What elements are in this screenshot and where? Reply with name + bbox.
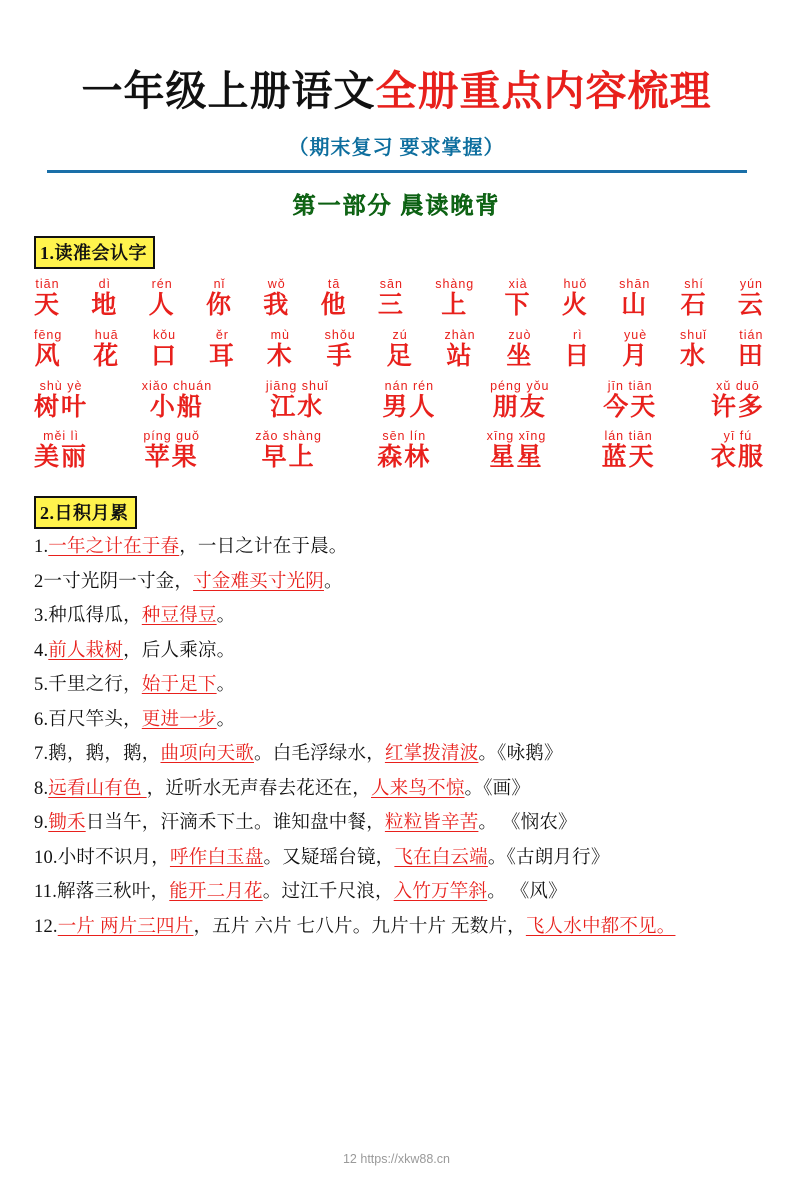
highlight-text: 始于足下 [141,675,217,696]
character-cell [619,277,650,321]
hanzi-label: 许多 [710,393,765,421]
pinyin-label: shān [619,277,651,291]
character-cell [711,379,765,423]
hanzi-label: 坐 [506,342,534,370]
list-item [34,880,771,906]
plain-text: 鹅，鹅，鹅， [48,744,161,765]
hanzi-label: 田 [737,342,765,370]
highlight-text: 远看山有色 [48,778,147,799]
pinyin-label: rén [151,277,173,291]
pinyin-label: xǔ duō [716,378,760,393]
character-cell [444,328,475,372]
section-title: 第一部分 晨读晚背 [292,193,501,218]
horizontal-divider [47,170,747,173]
character-cell [680,328,707,372]
highlight-text: 红掌拨清波 [384,744,479,765]
list-item-number: 10. [34,847,58,868]
plain-text: 。《咏鹅》 [478,744,563,765]
hanzi-label: 水 [679,342,707,370]
pinyin-label: shù yè [39,378,83,393]
plain-text: ，五片 六片 七八片。九片十片 无数片， [193,916,526,937]
highlight-text: 飞人水中都不见。 [525,916,676,937]
list-item-number: 2 [34,571,44,592]
hanzi-label: 男人 [382,393,437,421]
pinyin-label: fēng [34,327,63,342]
character-row [34,379,765,423]
hanzi-label: 木 [266,342,294,370]
plain-text: ，近听水无声春去花还在， [146,778,372,799]
plain-text: 百尺竿头， [48,709,142,730]
pinyin-label: yún [739,277,763,291]
pinyin-label: zuò [508,327,532,342]
character-cell [34,429,88,473]
plain-text: 。《古朗月行》 [487,847,610,868]
character-cell [738,328,765,372]
hanzi-label: 火 [561,292,589,319]
character-row [34,328,765,372]
pinyin-label: xīng xīng [486,429,547,444]
plain-text: 日当午，汗滴禾下土。谁知盘中餐， [85,813,385,834]
subtitle: （期末复习 要求掌握） [288,137,505,159]
pinyin-label: nǐ [213,277,226,291]
list-item [34,846,771,872]
page-footer: 12 https://xkw88.cn [342,1152,450,1166]
character-cell [206,277,233,321]
hanzi-label: 天 [34,292,62,319]
hanzi-label: 石 [680,292,708,319]
character-cell [564,328,591,372]
hanzi-label: 云 [737,292,765,319]
character-cell [435,277,474,321]
hanzi-label: 他 [320,292,348,319]
pinyin-label: shuǐ [680,327,707,342]
hanzi-label: 人 [148,292,176,319]
list-item-number: 11. [34,882,58,903]
hanzi-label: 口 [151,342,179,370]
highlight-text: 呼作白玉盘 [169,847,264,868]
hanzi-label: 小船 [149,393,204,421]
highlight-text: 寸金难买寸光阴 [193,571,324,592]
hanzi-label: 朋友 [492,393,547,421]
pinyin-label: lán tiān [604,429,653,444]
pinyin-label: xià [508,277,528,291]
plain-text: 解落三秋叶， [57,882,170,903]
list-item [34,777,771,803]
hanzi-label: 今天 [603,393,658,421]
list-item-number: 9. [34,813,49,834]
highlight-text: 更进一步 [141,709,217,730]
plain-text: ，一日之计在于晨。 [179,537,348,557]
list-item-number: 6. [34,709,49,730]
character-cell [321,277,348,321]
heading-daily-accumulation: 2.日积月累 [34,496,137,529]
highlight-text: 曲项向天歌 [160,744,254,765]
document-page [0,58,793,1180]
hanzi-label: 你 [205,292,233,319]
list-item [34,673,771,699]
pinyin-label: shí [684,277,704,291]
character-cell [602,429,656,473]
plain-text: 。 [323,571,343,592]
pinyin-label: xiǎo chuán [141,378,213,393]
hanzi-label: 树叶 [34,393,89,421]
pinyin-label: wǒ [267,277,286,291]
hanzi-label: 美丽 [34,444,89,472]
plain-text: 。 《悯农》 [478,813,577,834]
pinyin-label: ěr [215,327,229,342]
list-item-number: 3. [34,606,49,627]
pinyin-label: rì [572,327,583,342]
highlight-text: 锄禾 [48,813,86,834]
character-cell [34,379,88,423]
list-item [34,915,771,941]
hanzi-label: 江水 [270,393,325,421]
character-cell [34,277,61,321]
pinyin-label: yī fú [723,429,753,444]
highlight-text: 飞在白云端 [394,847,488,868]
character-cell [387,328,414,372]
highlight-text: 人来鸟不惊 [371,778,465,799]
list-item-number: 7. [34,744,49,765]
list-item [34,742,771,768]
hanzi-label: 衣服 [710,444,765,472]
character-cell [325,328,356,372]
plain-text: 小时不识月， [57,847,170,868]
character-cell [93,328,120,372]
hanzi-label: 苹果 [144,444,199,472]
pinyin-label: jiāng shuǐ [265,378,329,393]
pinyin-label: tián [739,327,764,342]
list-item-number: 8. [34,778,49,799]
character-cell [490,379,549,423]
list-item [34,535,771,561]
pinyin-label: huā [94,327,119,342]
character-cell [267,328,294,372]
plain-text: 。又疑瑶台镜， [263,847,395,868]
highlight-text: 入竹万竿斜 [393,882,488,903]
pinyin-label: kǒu [152,327,177,342]
character-cell [255,429,322,473]
hanzi-label: 早上 [261,444,316,472]
hanzi-label: 耳 [208,342,236,370]
hanzi-label: 花 [93,342,121,370]
pinyin-label: měi lì [43,429,79,444]
plain-text: 。白毛浮绿水， [254,744,385,765]
plain-text: 一寸光阴一寸金， [43,571,194,592]
character-cell [562,277,589,321]
hanzi-label: 手 [326,342,354,370]
hanzi-label: 站 [446,342,474,370]
hanzi-label: 山 [621,292,649,319]
pinyin-label: nán rén [384,378,435,393]
pinyin-label: shǒu [324,327,356,342]
pinyin-label: zhàn [444,327,476,342]
character-cell [377,429,431,473]
hanzi-label: 星星 [489,444,544,472]
character-cell [622,328,649,372]
character-cell [151,328,178,372]
highlight-text: 前人栽树 [48,640,124,661]
hanzi-label: 下 [504,292,532,319]
plain-text: 千里之行， [48,675,142,696]
plain-text: ，后人乘凉。 [123,640,236,661]
pinyin-label: jīn tiān [607,378,653,393]
plain-text: 种瓜得瓜， [48,606,142,627]
character-cell [263,277,290,321]
pinyin-label: huǒ [563,277,588,291]
pinyin-label: mù [270,327,290,342]
pinyin-label: péng yǒu [490,378,550,393]
hanzi-label: 风 [34,342,62,370]
pinyin-label: píng guǒ [143,429,200,444]
hanzi-label: 上 [441,292,469,319]
list-item [34,570,771,596]
proverb-list [0,535,793,940]
highlight-text: 能开二月花 [169,882,263,903]
character-cell [266,379,329,423]
highlight-text: 种豆得豆 [141,606,217,627]
pinyin-label: tiān [35,277,60,291]
page-title [0,58,793,117]
character-cell [506,328,533,372]
character-cell [149,277,176,321]
character-row [34,429,765,473]
plain-text: 。《画》 [464,778,531,799]
character-cell [711,429,765,473]
character-cell [603,379,657,423]
list-item-number: 5. [34,675,49,696]
pinyin-label: sēn lín [382,429,427,444]
pinyin-label: dì [98,277,112,291]
character-cell [505,277,532,321]
pinyin-label: zǎo shàng [255,429,322,444]
plain-text: 。过江千尺浪， [262,882,394,903]
list-item [34,811,771,837]
character-cell [382,379,436,423]
character-row [34,277,765,321]
hanzi-label: 三 [377,292,405,319]
hanzi-label: 我 [263,292,291,319]
highlight-text: 粒粒皆辛苦 [384,813,479,834]
character-cell [209,328,236,372]
plain-text: 。 [216,709,236,730]
highlight-text: 一片 两片三四片 [57,916,194,937]
hanzi-label: 日 [564,342,592,370]
character-cell [34,328,62,372]
list-item [34,604,771,630]
hanzi-label: 蓝天 [601,444,656,472]
highlight-text: 一年之计在于春 [48,537,180,557]
list-item [34,639,771,665]
list-item [34,708,771,734]
character-cell [143,429,200,473]
character-cell [142,379,212,423]
title-part-1: 一年级上册语文 [81,68,376,114]
plain-text: 。 [216,675,236,696]
pinyin-label: tā [327,277,341,291]
hanzi-label: 地 [91,292,119,319]
plain-text: 。 《风》 [487,882,567,903]
hanzi-label: 月 [622,342,650,370]
heading-read-characters: 1.读准会认字 [34,236,155,269]
hanzi-label: 足 [386,342,414,370]
pinyin-label: shàng [435,277,475,291]
plain-text: 。 [216,606,236,627]
character-cell [91,277,118,321]
list-item-number: 4. [34,640,49,661]
hanzi-label: 森林 [377,444,432,472]
character-cell [738,277,765,321]
pinyin-label: sān [379,277,403,291]
pinyin-label: zú [392,327,408,342]
character-cell [681,277,708,321]
character-cell [487,429,547,473]
pinyin-label: yuè [624,327,648,342]
list-item-number: 1. [34,537,49,557]
character-rows [0,277,793,473]
character-cell [378,277,405,321]
title-part-2: 全册重点内容梳理 [375,68,712,114]
list-item-number: 12. [34,916,58,937]
